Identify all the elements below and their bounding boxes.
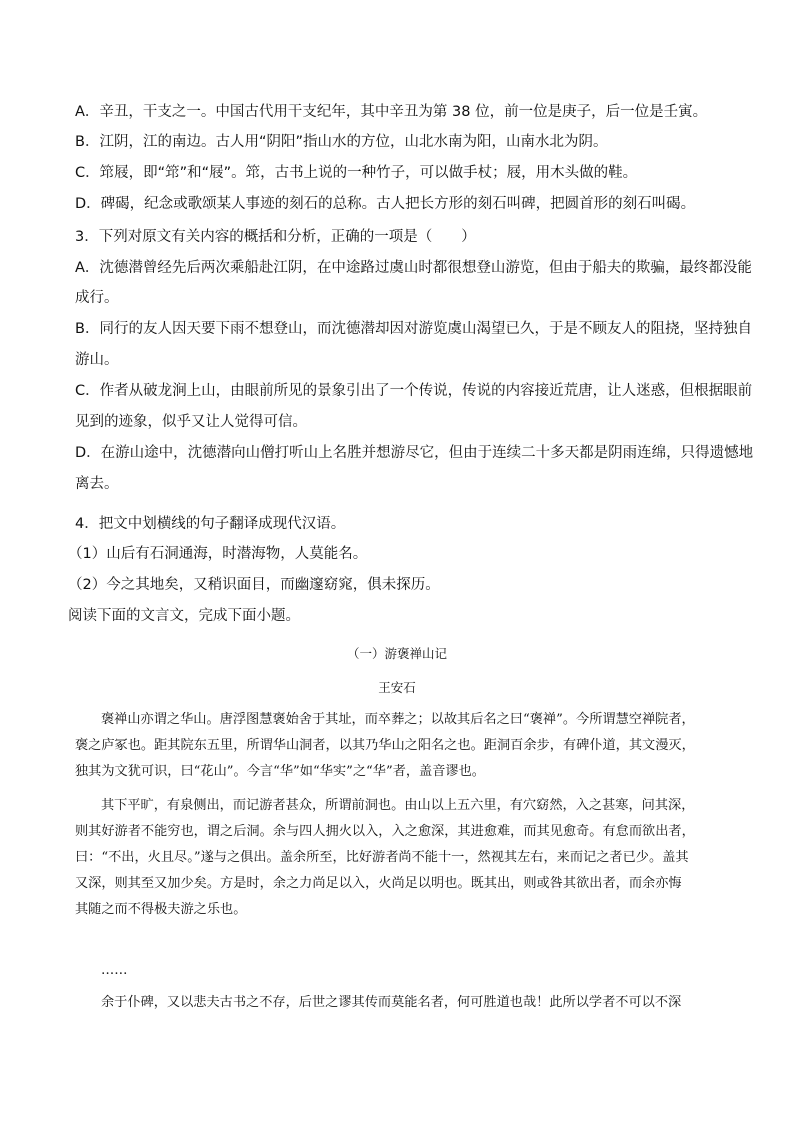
passage-line: 独其为文犹可识，曰“花山”。今言“华”如“华实”之“华”者，盖音谬也。 (75, 764, 485, 779)
passage-line: 褒之庐冢也。距其院东五里，所谓华山洞者，以其乃华山之阳名之也。距洞百余步，有碑仆道，其文漫灭， (75, 738, 695, 753)
sentence-1: （1）山后有石洞通海，时潜海物，人莫能名。 (68, 546, 368, 562)
option-c: C．筇屐，即“筇”和“屐”。筇，古书上说的一种竹子，可以做手杖；屐，用木头做的鞋。 (75, 165, 638, 181)
passage-line: 其随之而不得极夫游之乐也。 (75, 902, 247, 917)
question-3 (75, 227, 754, 505)
q3-option-b-line1: B．同行的友人因天要下雨不想登山，而沈德潜却因对游览虞山渴望已久，于是不顾友人的阻挠，坚持独自 (75, 321, 752, 337)
passage-line: 其下平旷，有泉侧出，而记游者甚众，所谓前洞也。由山以上五六里，有穴窈然，入之甚寒，问其深， (101, 798, 695, 813)
sentence-2: （2）今之其地矣，又稍识面目，而幽邃窈窕，俱未探历。 (68, 577, 440, 593)
passage-paragraph-2 (75, 796, 723, 926)
passage-line: 余于仆碑，又以悲夫古书之不存，后世之谬其传而莫能名者，何可胜道也哉！此所以学者不可以不深 (101, 995, 682, 1010)
option-d: D．碑碣，纪念或歌颂某人事迹的刻石的总称。古人把长方形的刻石叫碑，把圆首形的刻石叫碣。 (75, 196, 696, 212)
q3-option-c-line1: C．作者从破龙涧上山，由眼前所见的景象引出了一个传说，传说的内容接近荒唐，让人迷惑，但根据眼前 (75, 383, 753, 399)
q3-option-c-line2: 见到的迹象，似乎又让人觉得可信。 (75, 414, 307, 430)
passage-line: 则其好游者不能穷也，谓之后洞。余与四人拥火以入，入之愈深，其进愈难，而其见愈奇。有怠而欲出者， (75, 824, 695, 839)
passage-line: 褒禅山亦谓之华山。唐浮图慧褒始舍于其址，而卒葬之；以故其后名之曰“褒禅”。今所谓慧空禅院者， (101, 712, 695, 727)
passage-line: 又深，则其至又加少矣。方是时，余之力尚足以入，火尚足以明也。既其出，则或咎其欲出者，而余亦悔 (75, 876, 682, 891)
passage-title: （一）游褒禅山记 (346, 646, 447, 661)
question-4 (68, 514, 723, 637)
question-3-stem: 3．下列对原文有关内容的概括和分析，正确的一项是（ ） (75, 229, 476, 245)
passage-author: 王安石 (378, 680, 416, 695)
passage-paragraph-1 (75, 710, 723, 796)
reading-instruction: 阅读下面的文言文，完成下面小题。 (68, 608, 300, 624)
option-b: B．江阴，江的南边。古人用“阴阳”指山水的方位，山北水南为阳，山南水北为阴。 (75, 134, 608, 150)
passage-ellipsis (75, 961, 723, 981)
q3-option-a-line2: 成行。 (75, 290, 119, 306)
q3-option-b-line2: 游山。 (75, 352, 119, 368)
option-a: A．辛丑，干支之一。中国古代用干支纪年，其中辛丑为第 38 位，前一位是庚子，后一位是壬寅。 (75, 104, 708, 120)
q3-option-a-line1: A．沈德潜曾经先后两次乘船赴江阴，在中途路过虞山时都很想登山游览，但由于船夫的欺骗，最终都没能 (75, 260, 752, 276)
passage-paragraph-3 (75, 993, 723, 1013)
question-4-stem: 4．把文中划横线的句子翻译成现代汉语。 (75, 516, 346, 532)
q3-option-d-line1: D．在游山途中，沈德潜向山僧打听山上名胜并想游尽它，但由于连续二十多天都是阴雨连绵，只得遗憾地 (75, 445, 754, 461)
passage-line: 曰：“不出，火且尽。”遂与之俱出。盖余所至，比好游者尚不能十一，然视其左右，来而记之者已少。盖其 (75, 850, 689, 865)
q3-option-d-line2: 离去。 (75, 476, 119, 492)
question-2-options (75, 102, 723, 224)
ellipsis-mark: …… (101, 963, 128, 978)
